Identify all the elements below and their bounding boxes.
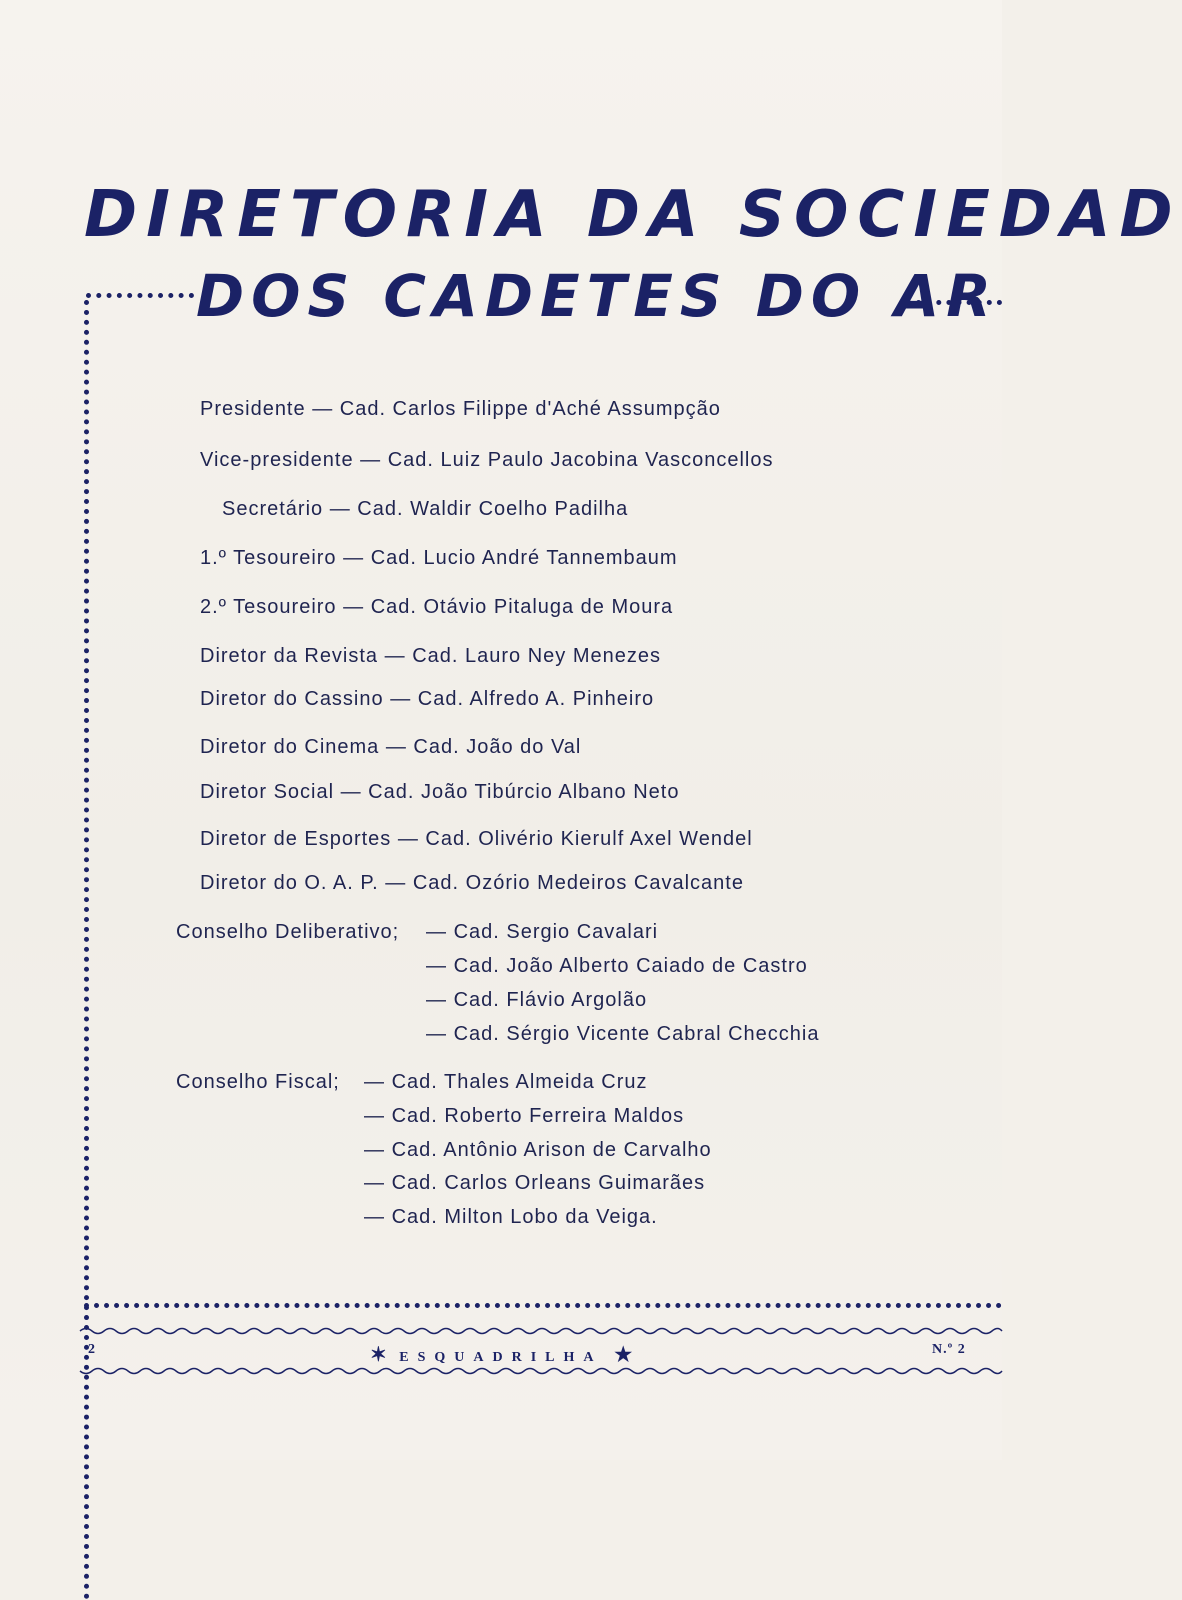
officer-role: Vice-presidente [200, 449, 354, 471]
officer-name: Cad. Lucio André Tannembaum [370, 547, 678, 569]
dash: — [364, 1139, 385, 1161]
dash: — [384, 645, 406, 667]
council-member [364, 1206, 658, 1229]
dash: — [426, 1023, 447, 1045]
member-name: Cad. Roberto Ferreira Maldos [391, 1105, 685, 1127]
council-member [364, 1139, 712, 1162]
dash: — [343, 547, 365, 569]
officer-row [200, 781, 679, 804]
member-name: Cad. Milton Lobo da Veiga. [391, 1206, 658, 1228]
officer-row [200, 596, 673, 619]
council-member [364, 1172, 705, 1195]
dash: — [426, 989, 447, 1011]
officer-name: Cad. João Tibúrcio Albano Neto [368, 781, 680, 803]
dash: — [360, 449, 382, 471]
dash: — [340, 781, 362, 803]
dash: — [397, 828, 419, 850]
officer-row [200, 449, 773, 472]
officer-role: Diretor do Cinema [200, 736, 380, 758]
officer-name: Cad. João do Val [413, 736, 582, 758]
officer-name: Cad. Olivério Kierulf Axel Wendel [425, 828, 753, 850]
officer-role: Diretor de Esportes [200, 828, 392, 850]
star-icon: ★ [614, 1344, 633, 1366]
officer-role: 2.º Tesoureiro [200, 596, 337, 618]
dash: — [390, 688, 412, 710]
star-icon: ✶ [370, 1344, 387, 1366]
dash: — [343, 596, 365, 618]
officer-role: Diretor do Cassino [200, 688, 384, 710]
member-name: Cad. Thales Almeida Cruz [391, 1071, 648, 1093]
council-member [364, 1105, 684, 1128]
officer-name: Cad. Waldir Coelho Padilha [357, 498, 629, 520]
officer-row [200, 398, 721, 421]
council-member [426, 989, 647, 1012]
member-name: Cad. João Alberto Caiado de Castro [453, 955, 808, 977]
officer-row [200, 645, 661, 668]
dotted-border-bottom [84, 1303, 1002, 1308]
issue-number: N.º 2 [932, 1342, 966, 1357]
officer-name: Cad. Luiz Paulo Jacobina Vasconcellos [387, 449, 774, 471]
dotted-border-left [84, 300, 89, 1600]
council-label: Conselho Deliberativo; [176, 921, 400, 943]
footer-wave-bottom [80, 1366, 1002, 1376]
officer-row [200, 736, 581, 759]
member-name: Cad. Carlos Orleans Guimarães [391, 1172, 706, 1194]
council-member [426, 921, 658, 944]
officer-row [200, 828, 753, 851]
dash: — [312, 398, 334, 420]
dash: — [329, 498, 351, 520]
officer-name: Cad. Otávio Pitaluga de Moura [370, 596, 674, 618]
officer-row [222, 498, 628, 521]
dash: — [364, 1172, 385, 1194]
officer-name: Cad. Ozório Medeiros Cavalcante [412, 872, 744, 894]
heading-line-1: DIRETORIA DA SOCIEDAD [84, 178, 1182, 252]
officer-role: Presidente [200, 398, 306, 420]
officer-role: 1.º Tesoureiro [200, 547, 337, 569]
footer-wave-top [80, 1326, 1002, 1336]
council-label: Conselho Fiscal; [176, 1071, 340, 1093]
dash: — [385, 736, 407, 758]
council-member [364, 1071, 648, 1094]
heading-line-2: DOS CADETES DO AR [196, 262, 998, 330]
officer-row [200, 547, 678, 570]
magazine-name: ESQUADRILHA [399, 1350, 602, 1365]
member-name: Cad. Antônio Arison de Carvalho [391, 1139, 712, 1161]
member-name: Cad. Sérgio Vicente Cabral Checchia [453, 1023, 820, 1045]
dash: — [364, 1071, 385, 1093]
officer-row [200, 688, 654, 711]
officer-role: Diretor do O. A. P. [200, 872, 379, 894]
dotted-leader-right [906, 300, 1002, 305]
dash: — [364, 1105, 385, 1127]
dash: — [385, 872, 407, 894]
member-name: Cad. Sergio Cavalari [453, 921, 659, 943]
dash: — [426, 955, 447, 977]
officer-name: Cad. Alfredo A. Pinheiro [417, 688, 655, 710]
officer-role: Diretor da Revista [200, 645, 379, 667]
dash: — [426, 921, 447, 943]
officer-role: Secretário [222, 498, 324, 520]
officer-row [200, 872, 744, 895]
member-name: Cad. Flávio Argolão [453, 989, 648, 1011]
council-member [426, 1023, 820, 1046]
magazine-masthead [370, 1342, 632, 1367]
dotted-leader-left [86, 293, 194, 298]
dash: — [364, 1206, 385, 1228]
officer-name: Cad. Lauro Ney Menezes [412, 645, 661, 667]
council-member [426, 955, 808, 978]
officer-role: Diretor Social [200, 781, 335, 803]
officer-name: Cad. Carlos Filippe d'Aché Assumpção [339, 398, 721, 420]
page-number: 2 [88, 1342, 104, 1357]
